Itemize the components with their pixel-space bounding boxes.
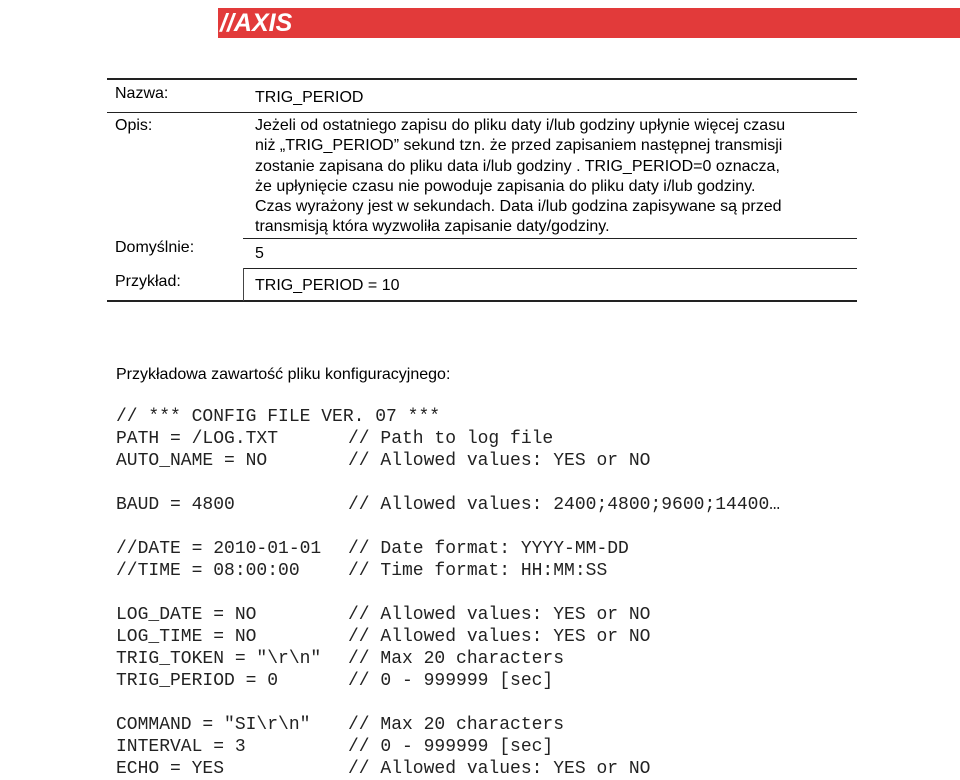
table-bottom-rule — [107, 300, 857, 302]
config-setting: BAUD = 4800 — [116, 495, 235, 515]
header-band — [0, 8, 960, 38]
example-label: Przykład: — [115, 273, 181, 290]
axis-logo: //AXIS — [220, 9, 293, 37]
config-line — [116, 670, 780, 692]
config-line — [116, 758, 780, 780]
default-rule — [243, 268, 857, 269]
config-title: Przykładowa zawartość pliku konfiguracyjnego: — [116, 366, 451, 383]
description — [255, 116, 853, 238]
table-top-rule — [107, 78, 857, 80]
config-setting: TRIG_PERIOD = 0 — [116, 671, 279, 691]
default-value: 5 — [255, 245, 264, 262]
config-setting: //TIME = 08:00:00 — [116, 561, 300, 581]
name-value: TRIG_PERIOD — [255, 89, 364, 106]
config-comment: // Max 20 characters — [348, 715, 565, 735]
config-setting: INTERVAL = 3 — [116, 737, 246, 757]
config-comment: // Max 20 characters — [348, 649, 565, 669]
config-comment: // Allowed values: 2400;4800;9600;14400… — [348, 495, 781, 515]
example-value: TRIG_PERIOD = 10 — [255, 277, 400, 294]
config-line — [116, 648, 780, 670]
config-line — [116, 450, 780, 472]
config-blank-line — [116, 692, 780, 714]
name-label: Nazwa: — [115, 85, 169, 102]
config-comment: // Allowed values: YES or NO — [348, 451, 651, 471]
config-blank-line — [116, 516, 780, 538]
config-setting: COMMAND = "SI\r\n" — [116, 715, 311, 735]
config-setting: ECHO = YES — [116, 759, 225, 779]
config-comment: // Date format: YYYY-MM-DD — [348, 539, 629, 559]
config-comment: // 0 - 999999 [sec] — [348, 737, 554, 757]
config-comment: // Path to log file — [348, 429, 554, 449]
config-file-listing — [116, 406, 780, 780]
config-setting: LOG_TIME = NO — [116, 627, 257, 647]
config-comment: // Allowed values: YES or NO — [348, 605, 651, 625]
config-line — [116, 428, 780, 450]
default-label: Domyślnie: — [115, 239, 195, 256]
config-line — [116, 406, 780, 428]
config-line — [116, 538, 780, 560]
config-setting: PATH = /LOG.TXT — [116, 429, 279, 449]
desc-label: Opis: — [115, 117, 153, 134]
config-setting: //DATE = 2010-01-01 — [116, 539, 322, 559]
desc-line: że upłynięcie czasu nie powoduje zapisania do pliku daty i/lub godziny. — [255, 177, 756, 195]
desc-line: transmisją która wyzwoliła zapisanie daty/godziny. — [255, 218, 610, 236]
config-comment: // 0 - 999999 [sec] — [348, 671, 554, 691]
desc-line: Czas wyrażony jest w sekundach. Data i/lub godzina zapisywane są przed — [255, 198, 782, 216]
example-divider — [243, 268, 244, 301]
config-line — [116, 604, 780, 626]
config-comment: // Allowed values: YES or NO — [348, 759, 651, 779]
config-blank-line — [116, 472, 780, 494]
config-line — [116, 626, 780, 648]
desc-line: niż „TRIG_PERIOD” sekund tzn. że przed zapisaniem następnej transmisji — [255, 137, 783, 155]
name-rule — [107, 112, 857, 113]
desc-line: Jeżeli od ostatniego zapisu do pliku daty i/lub godziny upłynie więcej czasu — [255, 117, 786, 134]
config-comment: // Time format: HH:MM:SS — [348, 561, 608, 581]
config-line — [116, 494, 780, 516]
desc-rule — [243, 238, 857, 239]
config-blank-line — [116, 582, 780, 604]
desc-line: zostanie zapisana do pliku data i/lub godziny . TRIG_PERIOD=0 oznacza, — [255, 157, 780, 175]
config-line — [116, 560, 780, 582]
config-setting: TRIG_TOKEN = "\r\n" — [116, 649, 322, 669]
config-setting: LOG_DATE = NO — [116, 605, 257, 625]
config-comment: // Allowed values: YES or NO — [348, 627, 651, 647]
config-line — [116, 714, 780, 736]
config-setting: // *** CONFIG FILE VER. 07 *** — [116, 407, 441, 427]
config-line — [116, 736, 780, 758]
header-white-block — [0, 8, 218, 38]
config-setting: AUTO_NAME = NO — [116, 451, 268, 471]
